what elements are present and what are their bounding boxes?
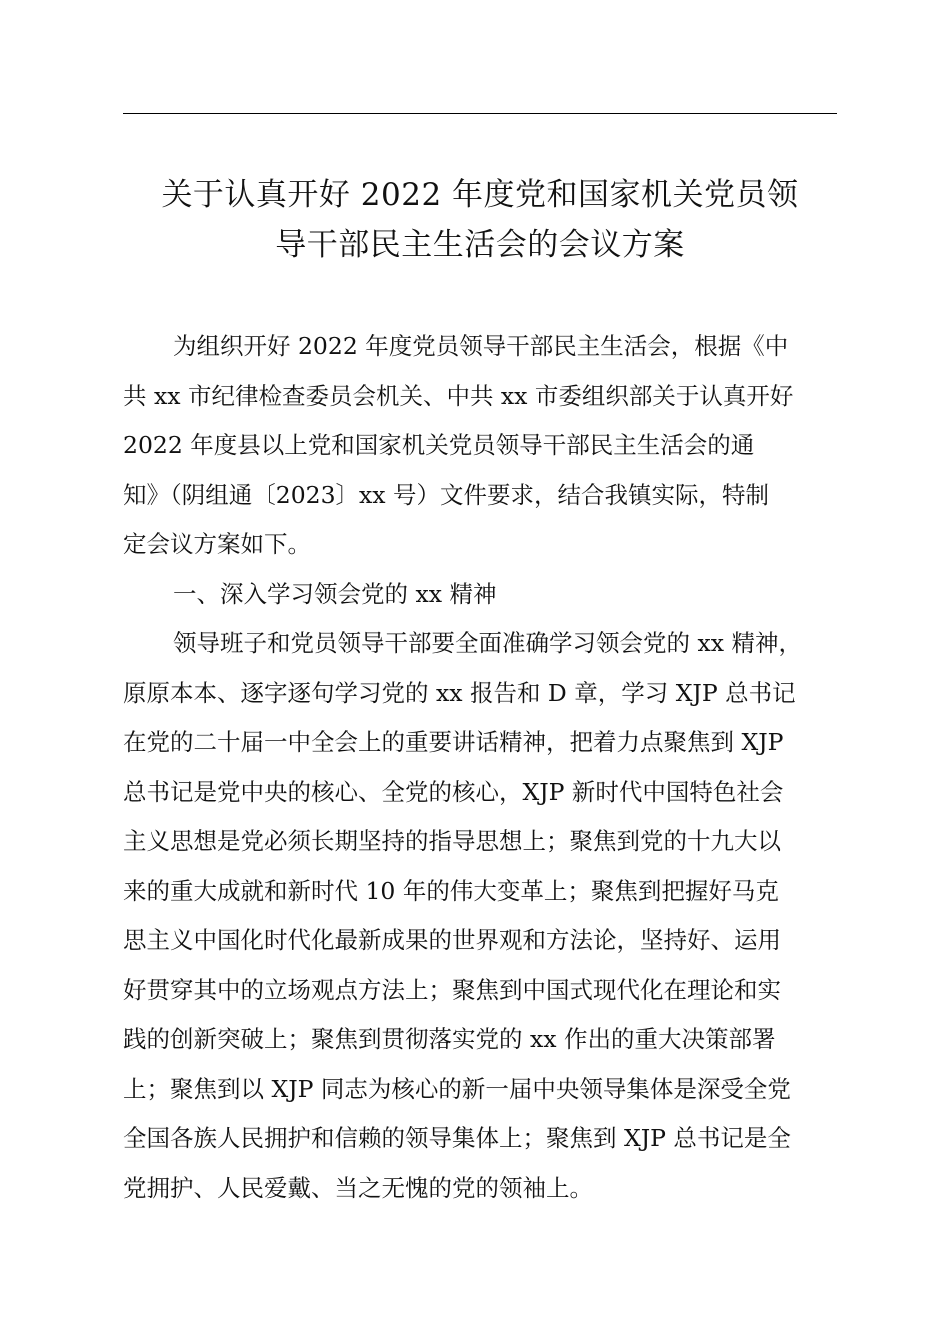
paragraph-line: 为组织开好 2022 年度党员领导干部民主生活会，根据《中 [173, 332, 789, 360]
paragraph-intro [123, 322, 843, 570]
title-line: 关于认真开好 2022 年度党和国家机关党员领 [161, 177, 799, 213]
paragraph-line: 思主义中国化时代化最新成果的世界观和方法论，坚持好、运用 [123, 926, 781, 954]
document-title [110, 170, 850, 270]
paragraph-line: 党拥护、人民爱戴、当之无愧的党的领袖上。 [123, 1173, 593, 1202]
document-body [123, 322, 843, 1213]
paragraph-line: 原原本本、逐字逐句学习党的 xx 报告和 D 章，学习 XJP 总书记 [123, 678, 796, 707]
paragraph-line: 2022 年度县以上党和国家机关党员领导干部民主生活会的通 [123, 431, 755, 459]
header-rule [123, 113, 837, 114]
paragraph-section1 [123, 619, 843, 1213]
paragraph-line: 在党的二十届一中全会上的重要讲话精神，把着力点聚焦到 XJP [123, 728, 784, 756]
paragraph-line: 来的重大成就和新时代 10 年的伟大变革上；聚焦到把握好马克 [123, 876, 779, 905]
paragraph-line: 好贯穿其中的立场观点方法上；聚焦到中国式现代化在理论和实 [123, 975, 781, 1004]
title-line: 导干部民主生活会的会议方案 [275, 227, 685, 263]
paragraph-line: 共 xx 市纪律检查委员会机关、中共 xx 市委组织部关于认真开好 [123, 381, 794, 410]
paragraph-line: 上；聚焦到以 XJP 同志为核心的新一届中央领导集体是深受全党 [123, 1074, 791, 1103]
paragraph-line: 总书记是党中央的核心、全党的核心，XJP 新时代中国特色社会 [123, 777, 784, 806]
paragraph-line: 践的创新突破上；聚焦到贯彻落实党的 xx 作出的重大决策部署 [123, 1025, 776, 1053]
section-heading: 一、深入学习领会党的 xx 精神 [173, 579, 497, 608]
paragraph-line: 领导班子和党员领导干部要全面准确学习领会党的 xx 精神， [173, 629, 802, 657]
paragraph-line: 全国各族人民拥护和信赖的领导集体上；聚焦到 XJP 总书记是全 [123, 1124, 791, 1152]
paragraph-line: 知》（阴组通〔2023〕xx 号）文件要求，结合我镇实际，特制 [123, 480, 770, 509]
paragraph-line: 定会议方案如下。 [123, 530, 311, 558]
paragraph-line: 主义思想是党必须长期坚持的指导思想上；聚焦到党的十九大以 [123, 827, 781, 855]
